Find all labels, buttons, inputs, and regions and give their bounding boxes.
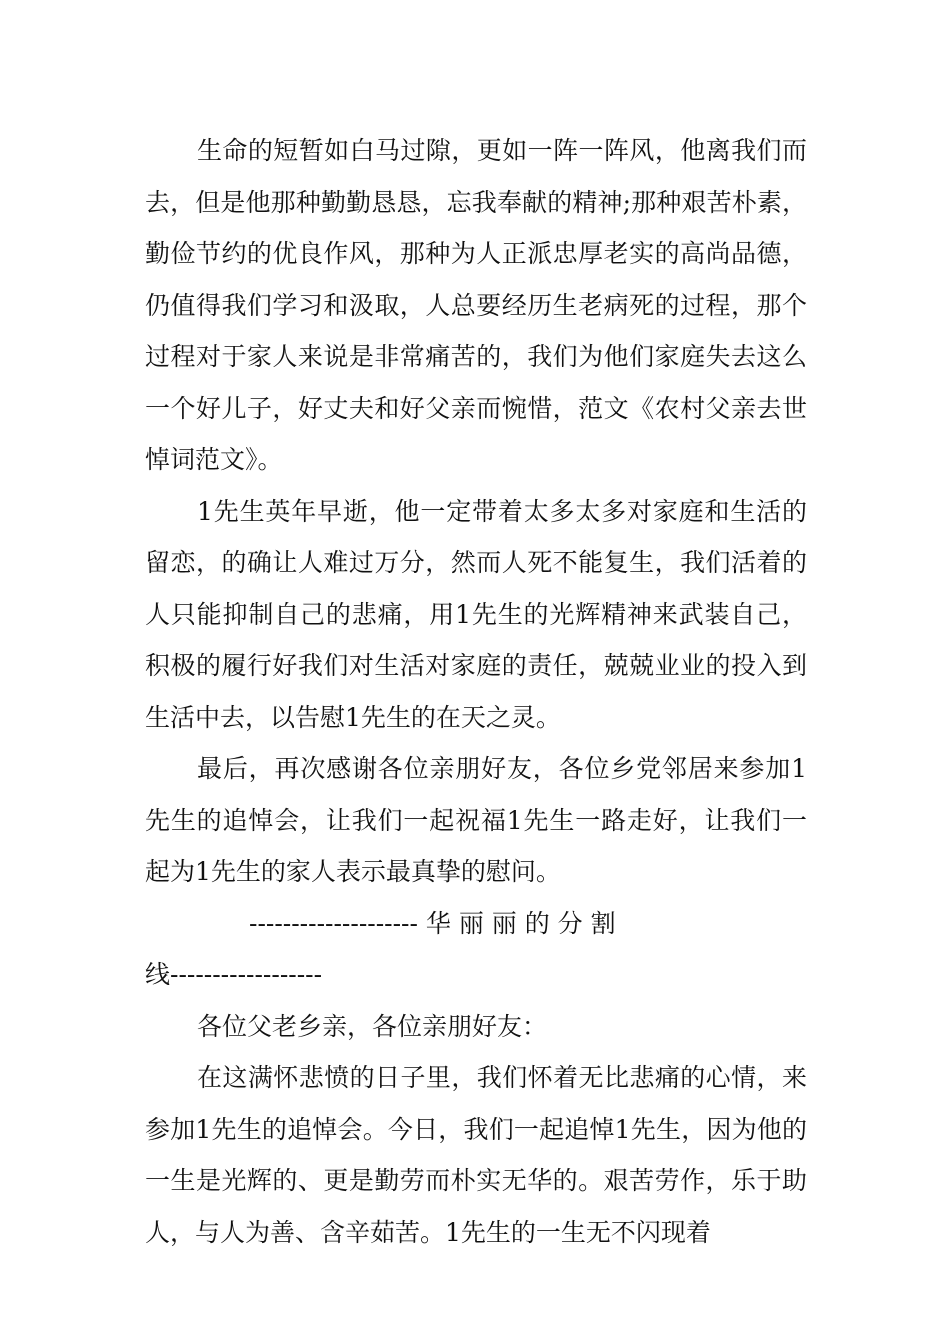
paragraph-3: 最后，再次感谢各位亲朋好友，各位乡党邻居来参加1先生的追悼会，让我们一起祝福1先生一路走好，让我们一起为1先生的家人表示最真挚的慰问。 (145, 754, 807, 886)
divider-line-2: 线------------------ (145, 960, 323, 989)
paragraph-4: 在这满怀悲愤的日子里，我们怀着无比悲痛的心情，来参加1先生的追悼会。今日，我们一起追悼1先生，因为他的一生是光辉的、更是勤劳而朴实无华的。艰苦劳作，乐于助人，与人为善、含辛茹苦。1先生的一生无不闪现着 (145, 1063, 807, 1247)
greeting: 各位父老乡亲，各位亲朋好友： (197, 1011, 548, 1041)
document-page (145, 125, 807, 1258)
divider-line-1: -------------------- 华 丽 丽 的 分 割 (249, 908, 616, 938)
section-divider (145, 898, 807, 1001)
paragraph-2: 1先生英年早逝，他一定带着太多太多对家庭和生活的留恋，的确让人难过万分，然而人死不能复生，我们活着的人只能抑制自己的悲痛，用1先生的光辉精神来武装自己，积极的履行好我们对生活对家庭的责任，兢兢业业的投入到生活中去，以告慰1先生的在天之灵。 (145, 496, 807, 732)
paragraph-1: 生命的短暂如白马过隙，更如一阵一阵风，他离我们而去，但是他那种勤勤恳恳，忘我奉献的精神;那种艰苦朴素，勤俭节约的优良作风，那种为人正派忠厚老实的高尚品德，仍值得我们学习和汲取，人总要经历生老病死的过程，那个过程对于家人来说是非常痛苦的，我们为他们家庭失去这么一个好儿子，好丈夫和好父亲而惋惜，范文《农村父亲去世悼词范文》。 (145, 136, 807, 474)
